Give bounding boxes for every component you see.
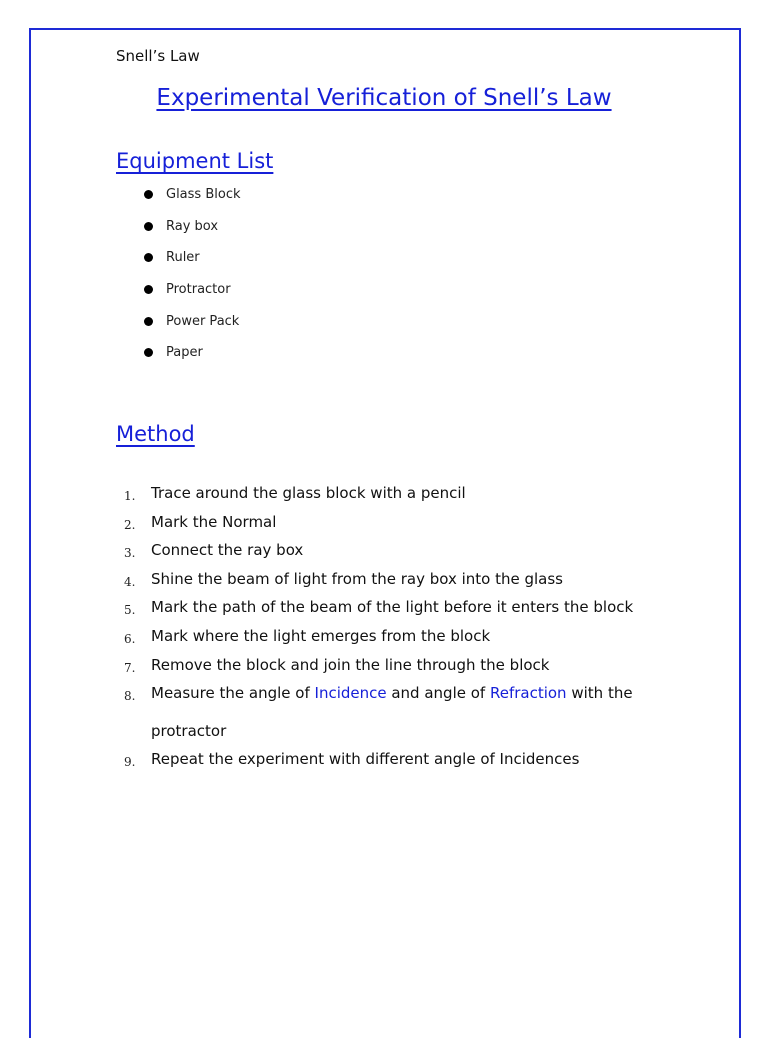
list-item xyxy=(144,249,241,281)
document-title: Experimental Verification of Snell’s Law xyxy=(156,85,612,111)
list-item xyxy=(144,218,241,250)
list-item xyxy=(144,281,241,313)
step-number: 2. xyxy=(124,517,136,532)
equipment-label: Protractor xyxy=(166,282,231,298)
step-number: 9. xyxy=(124,755,136,770)
step-text: Remove the block and join the line through the block xyxy=(151,655,550,674)
list-item xyxy=(144,186,241,218)
step-text: Mark the Normal xyxy=(151,512,277,531)
step-number: 6. xyxy=(124,631,136,646)
refraction-term: Refraction xyxy=(489,684,567,703)
step-text: Shine the beam of light from the ray box into the glass xyxy=(151,569,563,588)
step-text: Trace around the glass block with a pencil xyxy=(151,484,466,502)
equipment-list xyxy=(144,186,241,376)
equipment-label: Ray box xyxy=(166,218,219,234)
equipment-label: Paper xyxy=(166,345,203,361)
method-heading: Method xyxy=(116,422,195,446)
incidence-term: Incidence xyxy=(314,684,387,703)
step-text: Repeat the experiment with different angle of Incidences xyxy=(151,750,580,769)
step-number: 5. xyxy=(124,603,136,618)
step-number: 8. xyxy=(124,689,136,704)
bullet-icon xyxy=(144,317,153,326)
step-text: Mark where the light emerges from the block xyxy=(151,626,491,645)
step-text-part: with the protractor xyxy=(151,684,633,740)
step-number: 3. xyxy=(124,546,136,561)
equipment-heading: Equipment List xyxy=(116,149,274,173)
bullet-icon xyxy=(144,190,153,199)
bullet-icon xyxy=(144,348,153,357)
step-number: 4. xyxy=(124,574,136,589)
step-text xyxy=(151,675,651,750)
step-text: Mark the path of the beam of the light before it enters the block xyxy=(151,598,634,617)
step-text: Connect the ray box xyxy=(151,541,304,560)
list-item xyxy=(144,313,241,345)
step-number: 7. xyxy=(124,660,136,675)
equipment-label: Ruler xyxy=(166,250,200,266)
list-item xyxy=(144,344,241,376)
method-step xyxy=(124,750,651,779)
equipment-label: Glass Block xyxy=(166,187,241,202)
step-text-part: Measure the angle of xyxy=(151,684,315,703)
method-steps xyxy=(124,484,651,779)
equipment-label: Power Pack xyxy=(166,313,240,329)
bullet-icon xyxy=(144,285,153,294)
running-header: Snell’s Law xyxy=(116,47,200,65)
bullet-icon xyxy=(144,253,153,262)
step-text-part: and angle of xyxy=(386,684,490,703)
step-number: 1. xyxy=(124,489,136,503)
bullet-icon xyxy=(144,222,153,231)
